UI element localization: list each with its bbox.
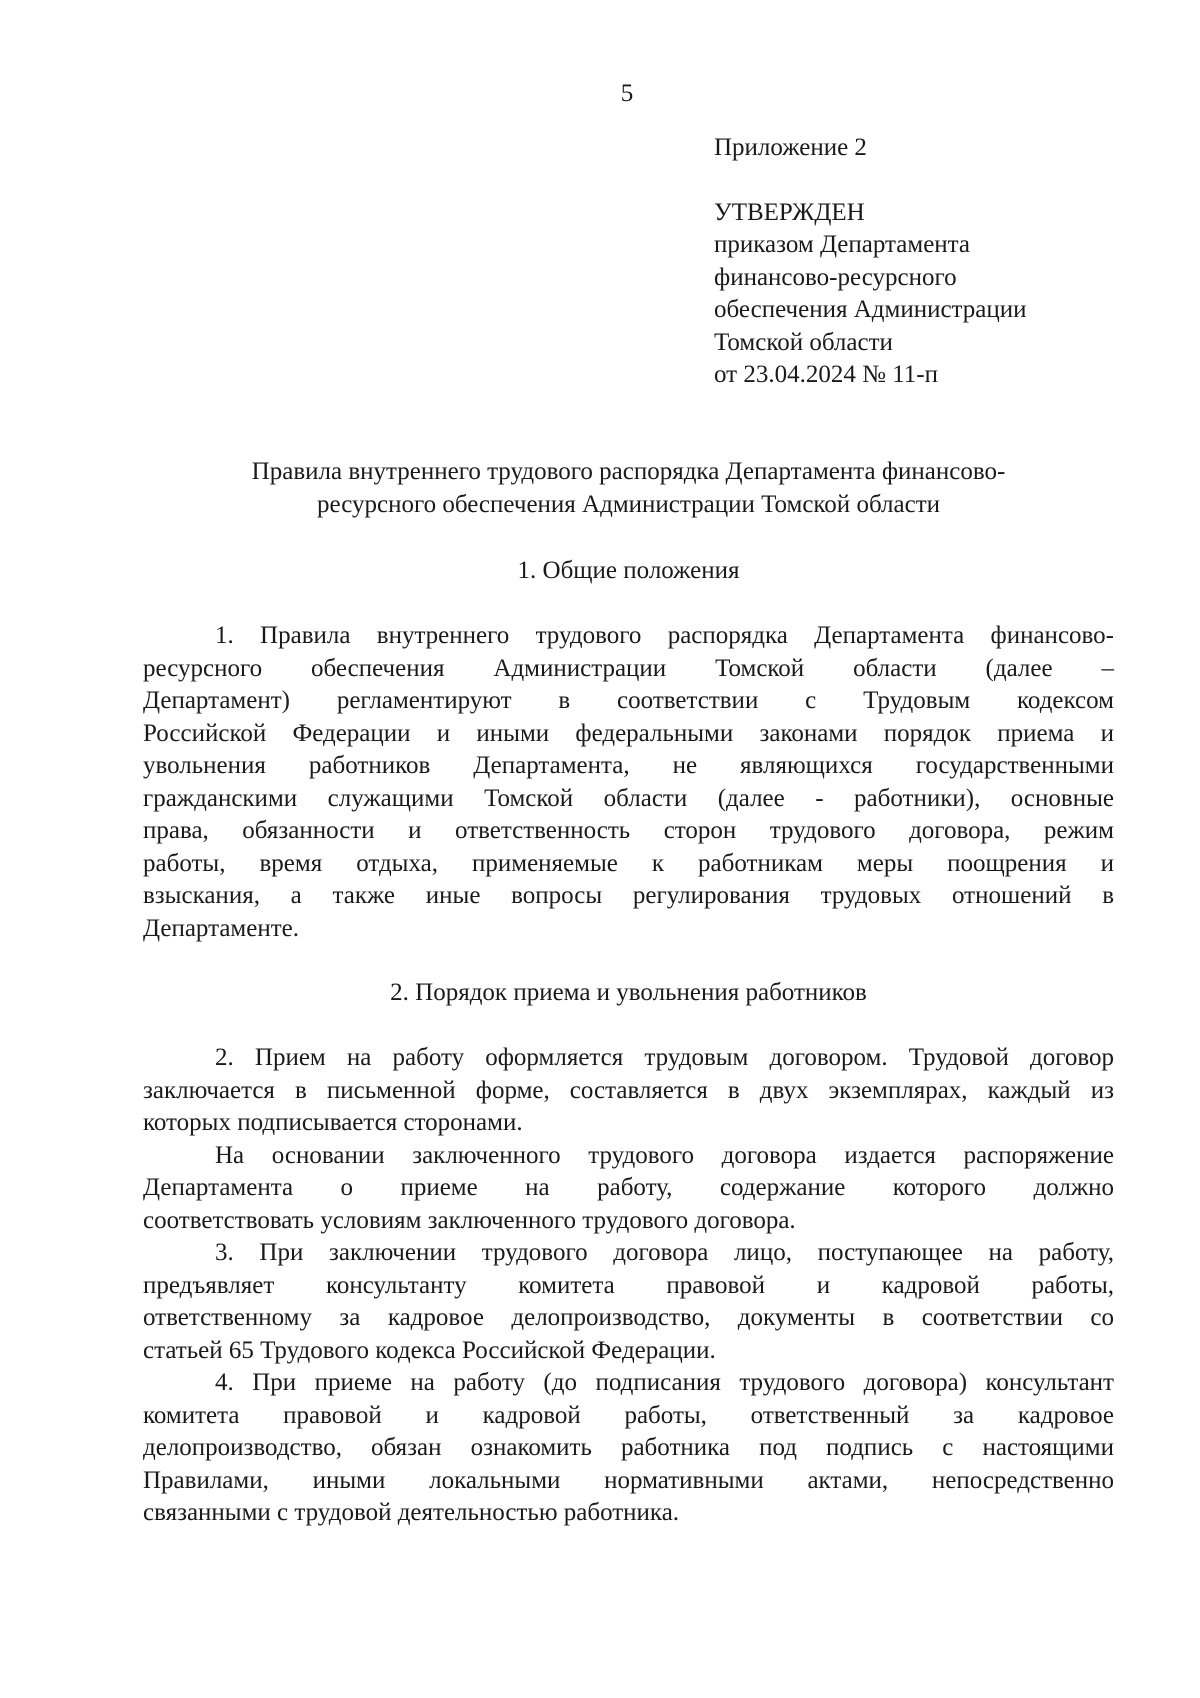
section-body-hiring: [143, 1042, 1114, 1530]
paragraph-2: [143, 1042, 1114, 1140]
text-line: которых подписывается сторонами.: [143, 1109, 523, 1136]
text-line: права, обязанности и ответственность сторон трудового договора, режим: [143, 817, 1114, 844]
text-line: связанными с трудовой деятельностью работника.: [143, 1499, 680, 1526]
text-line: Департаменте.: [143, 914, 299, 942]
text-line: предъявляет консультанту комитета правовой и кадровой работы,: [143, 1271, 1114, 1299]
approval-line: приказом Департамента: [714, 231, 970, 258]
text-line: 1. Правила внутреннего трудового распорядка Департамента финансово-: [215, 622, 1114, 649]
document-title: [143, 456, 1114, 521]
text-line: ресурсного обеспечения Администрации Томской области (далее –: [143, 654, 1114, 682]
text-line: взыскания, а также иные вопросы регулирования трудовых отношений в: [143, 882, 1114, 909]
text-line: 2. Прием на работу оформляется трудовым договором. Трудовой договор: [215, 1044, 1114, 1071]
text-line: Департамента о приеме на работу, содержание которого должно: [143, 1174, 1114, 1201]
text-line: статьей 65 Трудового кодекса Российской Федерации.: [143, 1336, 716, 1364]
text-line: На основании заключенного трудового договора издается распоряжение: [215, 1141, 1114, 1169]
page-number: 5: [620, 80, 634, 107]
text-line: Департамент) регламентируют в соответствии с Трудовым кодексом: [143, 687, 1114, 714]
approval-line: Томской области: [714, 328, 893, 356]
text-line: 3. При заключении трудового договора лицо, поступающее на работу,: [215, 1239, 1114, 1266]
text-line: ответственному за кадровое делопроизводство, документы в соответствии со: [143, 1304, 1114, 1331]
text-line: Российской Федерации и иными федеральными законами порядок приема и: [143, 719, 1114, 747]
text-line: гражданскими служащими Томской области (далее - работники), основные: [143, 784, 1114, 812]
paragraph-4: [143, 1367, 1114, 1530]
approval-line: обеспечения Администрации: [714, 296, 1027, 323]
paragraph-1: [143, 620, 1114, 945]
text-line: соответствовать условиям заключенного трудового договора.: [143, 1206, 796, 1234]
section-heading-general: 1. Общие положения: [517, 557, 740, 584]
paragraph-2-cont: [143, 1140, 1114, 1238]
document-title-line: Правила внутреннего трудового распорядка Департамента финансово-: [251, 458, 1006, 485]
text-line: делопроизводство, обязан ознакомить работника под подпись с настоящими: [143, 1434, 1114, 1461]
appendix-label: Приложение 2: [714, 134, 867, 161]
approval-block: [714, 132, 1154, 392]
text-line: работы, время отдыха, применяемые к работникам меры поощрения и: [143, 849, 1114, 877]
text-line: 4. При приеме на работу (до подписания трудового договора) консультант: [215, 1369, 1114, 1396]
document-title-line: ресурсного обеспечения Администрации Томской области: [316, 490, 941, 518]
text-line: Правилами, иными локальными нормативными актами, непосредственно: [143, 1466, 1114, 1494]
approval-status: УТВЕРЖДЕН: [714, 198, 865, 226]
text-line: комитета правовой и кадровой работы, ответственный за кадровое: [143, 1401, 1114, 1429]
approval-line: финансово-ресурсного: [714, 263, 957, 291]
text-line: увольнения работников Департамента, не являющихся государственными: [143, 752, 1114, 779]
section-body-general: [143, 620, 1114, 945]
approval-date: от 23.04.2024 № 11-п: [714, 361, 938, 388]
section-heading-hiring: 2. Порядок приема и увольнения работников: [390, 979, 867, 1006]
text-line: заключается в письменной форме, составляется в двух экземплярах, каждый из: [143, 1076, 1114, 1104]
paragraph-3: [143, 1237, 1114, 1367]
